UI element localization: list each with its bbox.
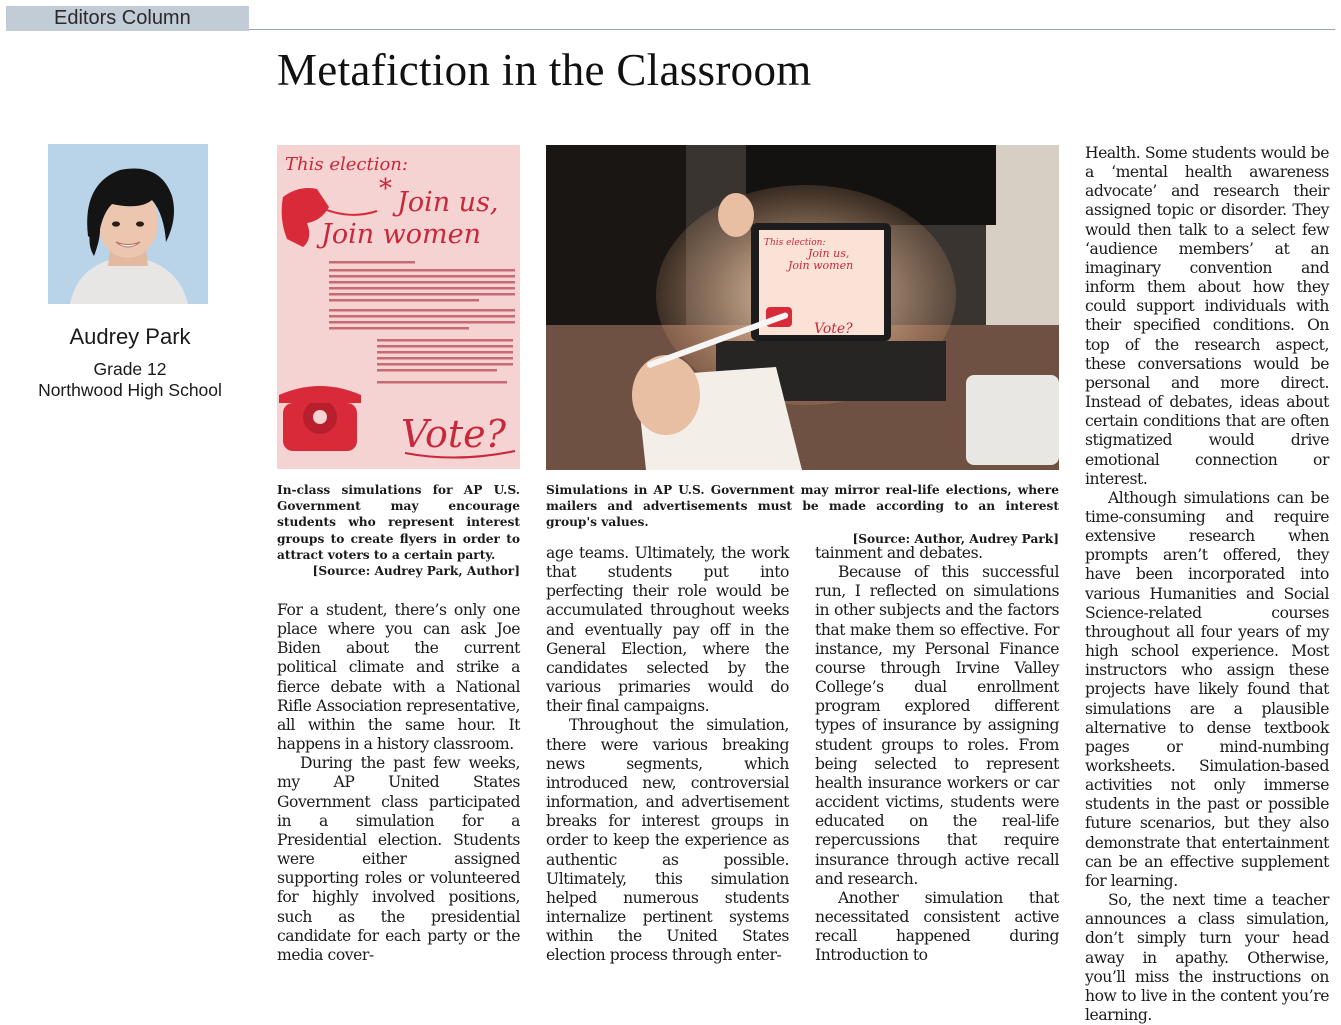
flyer-image [277,145,520,469]
flyer-vote: Vote? [401,412,506,456]
article-paragraph: Health. Some students would be a ‘mental health awareness advocate’ and research their assigned topic or disorder. They would then talk to a select few ‘audience members’ at an imaginary convention and inform them about how they could support individuals with their specified conditions. On top of the research aspect, these conversations would be personal and more direct. Instead of debates, ideas about certain conditions that are often stigmatized would drive emotional connection or interest. [1085,144,1329,488]
article-paragraph: So, the next time a teacher announces a class simulation, don’t simply turn your head away in apathy. Otherwise, you’ll miss the instructions on how to live in the content you’re learning. [1085,891,1329,1025]
article-column-1 [277,601,520,964]
top-rule [249,29,1335,30]
author-portrait-image [48,144,208,304]
svg-text:This election:: This election: [764,238,826,248]
classroom-image [546,145,1059,470]
flyer-caption-text: In-class simulations for AP U.S. Government may encourage students who represent interest groups to create flyers in order to attract voters to a certain party. [277,483,520,562]
section-tag [6,6,249,31]
flyer-kicker: This election: [285,154,408,175]
section-label: Editors Column [54,7,191,29]
svg-text:Join women: Join women [788,259,854,272]
classroom-caption [546,482,1059,547]
author-avatar [48,144,208,304]
article-column-4 [1085,144,1329,1025]
article-paragraph: Because of this successful run, I reflected on simulations in other subjects and the factors that make them so effective. For instance, my Personal Finance course through Irvine Valley College’s dual enrollment program explored different types of insurance by assigning student groups to roles. From being selected to represent health insurance workers or car accident victims, students were educated on the real-life repercussions that require insurance through active recall and research. [815,563,1059,888]
author-grade: Grade 12 [93,359,167,379]
classroom-photo [546,145,1059,470]
article-paragraph: tainment and debates. [815,544,983,562]
flyer-slogan-line2: Join women [321,219,482,250]
flyer-photo [277,145,520,469]
article-paragraph: During the past few weeks, my AP United States Government class participated in a simulation for a Presidential election. Students were either assigned supporting roles or volunteered for highly involved positions, such as the presidential candidate for each party or the media cover- [277,754,520,964]
flyer-caption [277,482,520,579]
flyer-slogan-line1: Join us, [397,187,499,218]
article-column-2 [546,544,789,965]
article-paragraph: Although simulations can be time-consuming and require extensive research when prompts aren’t offered, they have been incorporated into various Humanities and Social Science-related courses throughout all four years of my high school experience. Most instructors who assign these projects have likely found that simulations are a plausible alternative to dense textbook pages or mind-numbing worksheets. Simulation-based activities not only immerse students in the past or possible future scenarios, but they also demonstrate that entertainment can be an effective supplement for learning. [1085,488,1329,890]
article-paragraph: For a student, there’s only one place where you can ask Joe Biden about the current political climate and strike a fierce debate with a National Rifle Association representative, all within the same hour. It happens in a history classroom. [277,601,520,754]
flyer-telephone [279,386,361,451]
article-paragraph: Another simulation that necessitated consistent active recall happened during Introduction to [815,888,1059,965]
classroom-caption-source: [Source: Author, Audrey Park] [852,531,1059,546]
article-paragraph: age teams. Ultimately, the work that students put into perfecting their role would be accumulated throughout weeks and eventually pay off in the General Election, where the candidates selected by the various primaries would do their final campaigns. [546,544,789,716]
flyer-caption-source: [Source: Audrey Park, Author] [312,564,520,579]
svg-text:Vote?: Vote? [814,321,853,337]
flyer-asterisk: * [379,174,392,204]
svg-text:Join us,: Join us, [808,247,850,260]
classroom-caption-text: Simulations in AP U.S. Government may mirror real-life elections, where mailers and advertisements must be made according to an interest group's values. [546,483,1059,530]
author-school: Northwood High School [38,380,222,400]
article-column-3 [815,544,1059,965]
author-name: Audrey Park [69,324,191,349]
article-paragraph: Throughout the simulation, there were various breaking news segments, which introduced new, controversial information, and advertisement breaks for interest groups in order to keep the experience as authentic as possible. Ultimately, this simulation helped numerous students internalize pertinent systems within the United States election process through enter- [546,716,789,965]
headline: Metafiction in the Classroom [277,45,812,95]
